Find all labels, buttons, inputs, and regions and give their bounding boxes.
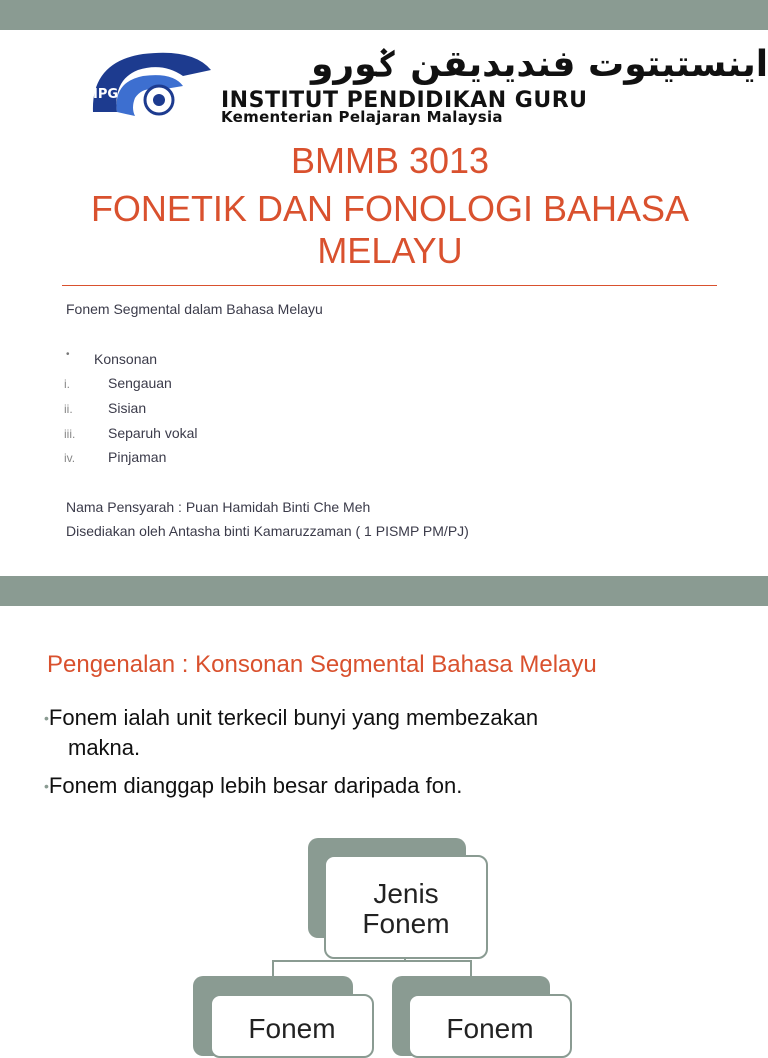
bullet-fonem-definition <box>44 703 538 733</box>
logo-ministry-name: Kementerian Pelajaran Malaysia <box>221 108 503 126</box>
diagram-connector <box>470 960 472 976</box>
bullet-fonem-vs-fon <box>44 771 462 801</box>
course-code: BMMB 3013 <box>290 140 490 181</box>
list-item: Sengauan <box>108 375 172 391</box>
diagram-child-right-label: Fonem <box>446 1013 534 1044</box>
slide-divider-band <box>0 576 768 606</box>
logo-institute-name: INSTITUT PENDIDIKAN GURU <box>221 88 588 113</box>
top-band <box>0 0 768 30</box>
bullet-text: Fonem dianggap lebih besar daripada fon. <box>48 773 463 798</box>
diagram-child-left-box <box>210 994 374 1058</box>
list-number: ii. <box>64 402 73 416</box>
list-item: Pinjaman <box>108 449 167 465</box>
diagram-connector <box>272 960 274 976</box>
diagram-child-right-box <box>408 994 572 1058</box>
bullet-konsonan: Konsonan <box>94 351 158 367</box>
list-number: iv. <box>64 451 76 465</box>
lecturer-name: Nama Pensyarah : Puan Hamidah Binti Che Meh <box>66 499 371 515</box>
list-number: iii. <box>64 427 76 441</box>
prepared-by: Disediakan oleh Antasha binti Kamaruzzaman ( 1 PISMP PM/PJ) <box>66 523 469 539</box>
slide2-title: Pengenalan : Konsonan Segmental Bahasa Melayu <box>47 651 597 678</box>
bullet-icon: • <box>66 349 70 360</box>
diagram-root-box <box>324 855 488 959</box>
ipg-logo <box>83 42 768 128</box>
ipg-emblem-icon <box>83 42 223 128</box>
logo-arabic-text: اينستيتوت فنديديقن ݢورو <box>311 44 768 85</box>
list-item: Separuh vokal <box>108 425 198 441</box>
title-divider <box>62 285 717 286</box>
svg-text:IPG: IPG <box>93 87 119 102</box>
diagram-connector <box>272 960 472 962</box>
bullet-icon: • <box>44 710 49 726</box>
diagram-child-left-label: Fonem <box>248 1013 336 1044</box>
diagram-root-label-1: Jenis <box>373 878 439 909</box>
list-item: Sisian <box>108 400 147 416</box>
bullet-fonem-definition-cont: makna. <box>68 735 141 760</box>
course-title-line1: FONETIK DAN FONOLOGI BAHASA <box>90 188 690 229</box>
bullet-icon: • <box>44 778 49 794</box>
course-title-line2: MELAYU <box>317 230 463 271</box>
diagram-root-label-2: Fonem <box>362 908 450 939</box>
list-number: i. <box>64 377 70 391</box>
subtitle: Fonem Segmental dalam Bahasa Melayu <box>66 301 323 317</box>
bullet-text: Fonem ialah unit terkecil bunyi yang membezakan <box>48 705 539 730</box>
